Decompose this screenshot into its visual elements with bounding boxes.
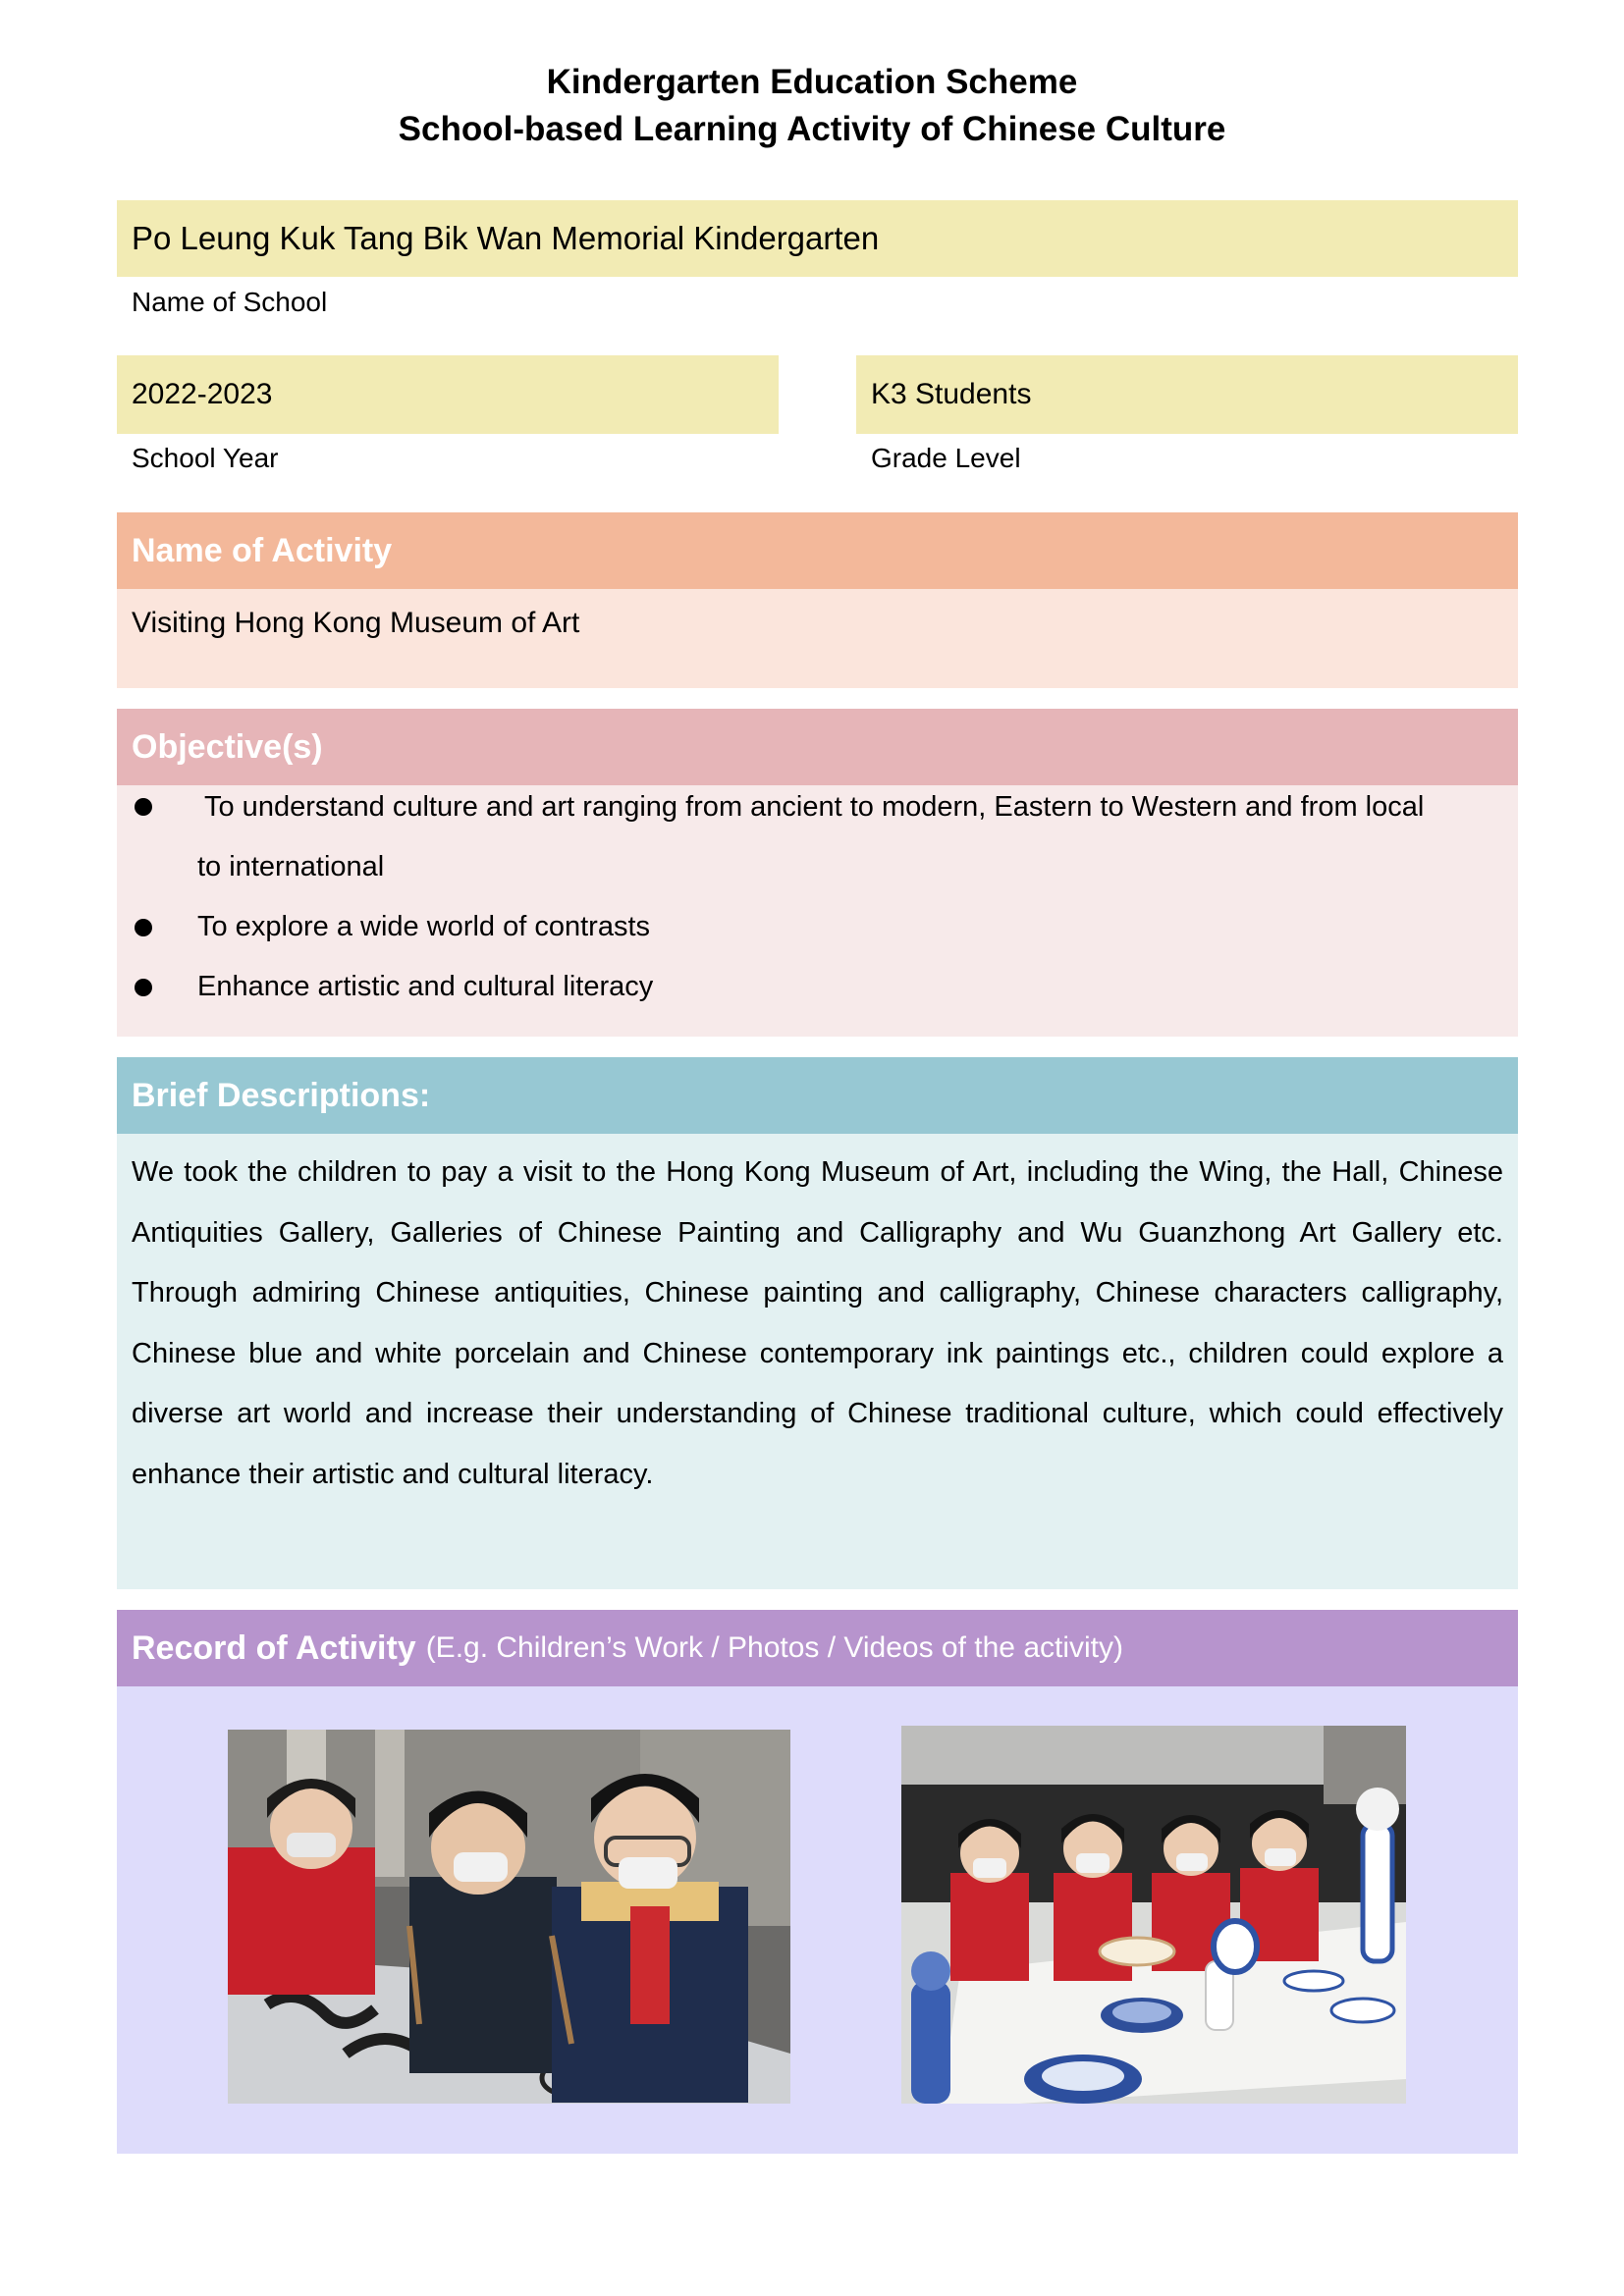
photo-calligraphy — [228, 1730, 790, 2104]
photo-porcelain — [901, 1726, 1406, 2104]
school-name-value: Po Leung Kuk Tang Bik Wan Memorial Kindergarten — [132, 220, 880, 256]
activity-body — [117, 589, 1518, 688]
bullet-icon — [135, 919, 152, 936]
bullet-icon — [135, 979, 152, 996]
record-header — [117, 1610, 1518, 1686]
objective-item-2: To explore a wide world of contrasts — [197, 911, 650, 942]
school-year-field — [117, 355, 779, 434]
objectives-header — [117, 709, 1518, 785]
description-text: We took the children to pay a visit to the Hong Kong Museum of Art, including the Wing, the Hall, Chinese Antiquities Gallery, Galleries of Chinese Painting and Calligraphy and Wu Guanzhong Art Gallery etc. Through admiring Chinese antiquities, Chinese painting and calligraphy, Chinese characters calligraphy, Chinese blue and white porcelain and Chinese contemporary ink paintings etc., children could explore a diverse art world and increase their understanding of Chinese traditional culture, which could effectively enhance their artistic and cultural literacy. — [132, 1156, 1503, 1490]
activity-heading: Name of Activity — [132, 531, 393, 569]
grade-level-value: K3 Students — [871, 378, 1032, 410]
objectives-body — [117, 785, 1518, 1037]
activity-name: Visiting Hong Kong Museum of Art — [132, 607, 580, 639]
record-heading-wrap — [117, 1610, 1518, 1686]
objectives-heading: Objective(s) — [132, 727, 323, 766]
bullet-icon — [135, 798, 152, 816]
document-title-line2: School-based Learning Activity of Chinese Culture — [398, 110, 1226, 148]
document-title-line1: Kindergarten Education Scheme — [546, 63, 1078, 101]
school-year-caption: School Year — [132, 443, 279, 473]
school-year-value: 2022-2023 — [132, 378, 273, 410]
objective-item-1-continued: to international — [197, 851, 385, 882]
grade-level-field — [856, 355, 1518, 434]
photo-porcelain-image — [901, 1726, 1406, 2104]
objective-item-1: To understand culture and art ranging from ancient to modern, Eastern to Western and from local — [204, 791, 1425, 823]
school-name-field — [117, 200, 1518, 277]
school-name-caption: Name of School — [132, 287, 328, 317]
grade-level-caption: Grade Level — [871, 443, 1021, 473]
photo-calligraphy-image — [228, 1730, 790, 2104]
record-heading-note: (E.g. Children’s Work / Photos / Videos of the activity) — [425, 1631, 1124, 1664]
objective-item-3: Enhance artistic and cultural literacy — [197, 971, 654, 1002]
record-heading: Record of Activity — [132, 1629, 416, 1667]
description-header — [117, 1057, 1518, 1134]
activity-header — [117, 512, 1518, 589]
description-heading: Brief Descriptions: — [132, 1076, 431, 1114]
